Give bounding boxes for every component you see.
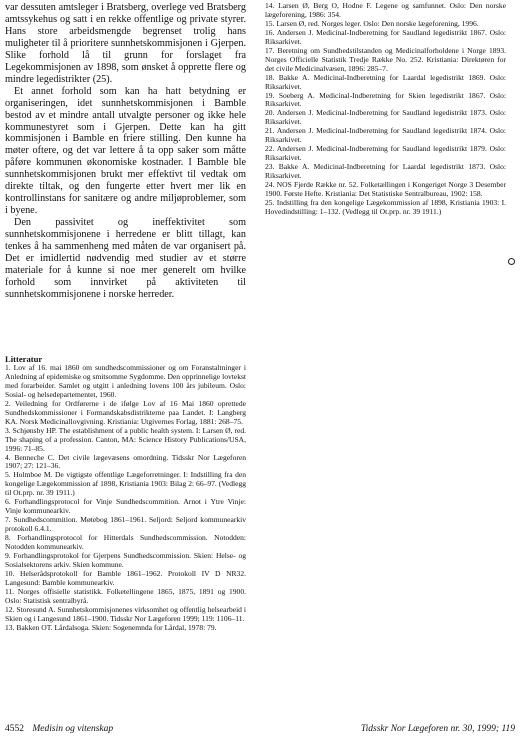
page-footer [5, 724, 515, 734]
reference-item: 5. Holmboe M. De vigtigste offentlige Lægeforretninger. I: Indstilling fra den kongelige Lægekommission af 1898, Kristiania 1903: Bilag 2: 66–97. (Vedlegg til Ot.prp. nr. 39 1911.) [5, 470, 246, 498]
journal-citation: Tidsskr Nor Lægeforen nr. 30, 1999; 119 [360, 724, 515, 734]
section-name: Medisin og vitenskap [32, 724, 114, 734]
reference-item: 15. Larsen Ø, red. Norges leger. Oslo: Den norske lægeforening, 1996. [265, 18, 479, 28]
reference-item: 2. Veiledning for Ordførerne i de ifølge Lov af 16 Mai 1860 oprettede Sundhedskommissioner i Formandskabsdistrikterne paa Landet. I: Langberg KA. Norsk Medicinallovgivning. Kristiania: Utgivernes Forlag, 1881: 268–75. [5, 398, 246, 426]
body-text-column [5, 2, 246, 301]
reference-item: 14. Larsen Ø, Berg O, Hodne F. Legene og samfunnet. Oslo: Den norske lægeforening, 1986: 354. [265, 1, 506, 19]
reference-item: 1. Lov af 16. mai 1860 om sundhedscommissioner og om Foranstaltninger i Anledning af epidemiske og smitsomme Sygdomme. Den opprinnelige lovtekst med forarbeider. Samlet og utgitt i anledning lovens 100 års jubileum. Oslo: Sosial- og helsedepartementet, 1960. [5, 363, 246, 399]
reference-item: 3. Schjønsby HP. The establishment of a public health system. I: Larsen Ø, red. The shaping of a profession. Canton, MA: Science History Publications/USA, 1996: 71–85. [5, 425, 246, 453]
reference-item: 20. Andersen J. Medicinal-Indberetning for Saudland legedistrikt 1873. Oslo: Riksarkivet. [265, 108, 506, 127]
reference-item: 19. Soeberg A. Medicinal-Indberetning for Skien legedistrikt 1867. Oslo: Riksarkivet. [265, 90, 506, 109]
reference-list-right [265, 2, 506, 217]
references-heading: Litteratur [5, 354, 43, 364]
reference-item: 17. Beretning om Sundhedstilstanden og Medicinalforholdene i Norge 1893. Norges Officielle Statistik Tredje Række No. 252. Kristiania: Direktøren for det civile Medicinalvæsen, 1896: 285–7. [265, 45, 506, 73]
reference-item: 22. Andersen J. Medicinal-Indberetning for Saudland legedistrikt 1879. Oslo: Riksarkivet. [265, 144, 506, 163]
reference-item: 16. Andersen J. Medicinal-Indberetning for Saudland legedistrikt 1867. Oslo: Riksarkivet. [265, 27, 506, 46]
page-number: 4552 [5, 724, 24, 734]
reference-item: 23. Bakke A. Medicinal-Indberetning for Laardal legedistrikt 1873. Oslo: Riksarkivet. [265, 162, 506, 181]
reference-item: 21. Andersen J. Medicinal-Indberetning for Saudland legedistrikt 1874. Oslo: Riksarkivet. [265, 126, 506, 145]
reference-item: 8. Forhandlingsprotocol for Hitterdals Sundhedscommission. Notodden: Notodden kommunearkiv. [5, 533, 246, 552]
body-paragraph: var dessuten amtsleger i Bratsberg, overlege ved Bratsberg amtssykehus og satt i en rekke offentlige og private styrer. Hans store arbeidsmengde begrenset trolig hans muligheter til å prioritere sunnhetskommisjonen i Gjerpen. Slike forhold lå til grunn for forslaget fra Legekommisjonen av 1898, som ønsket å opprette flere og mindre legedistrikter (25). [5, 2, 246, 85]
reference-item: 24. NOS Fjerde Række nr. 52. Folketællingen i Kongeriget Norge 3 Desember 1900. Første Hefte. Kristiania: Det Statistiske Sentralbureau, 1902: 158. [265, 180, 506, 199]
reference-item: 25. Indstilling fra den kongelige Lægekommission af 1898, Kristiania 1903: I. Hovedindstilling: 1–132. (Vedlegg til Ot.prp. nr. 39 1911.) [265, 197, 506, 216]
reference-item: 13. Bakken OT. Lårdalsoga. Skien: Sogenemnda for Lårdal, 1978: 79. [5, 622, 217, 632]
reference-item: 9. Forhandlingsprotokol for Gjerpens Sundhedscommission. Skien: Helse- og Sosialsektorens arkiv. Skien kommune. [5, 551, 246, 569]
reference-item: 11. Norges offisielle statistikk. Folketellingene 1865, 1875, 1891 og 1900. Oslo: Statistisk sentralbyrå. [5, 586, 246, 605]
body-paragraph: Den passivitet og ineffektivitet som sunnhetskommisjonene i herredene er blitt tillagt, kan tenkes å ha sammenheng med måten de var organisert på. Det er imidlertid nødvendig med studier av et større materiale for å kunne si noe mer generelt om hvilke forhold som innvirket på aktiviteten til sunnhetskommisjonene i norske herreder. [5, 217, 246, 300]
reference-list-left [5, 354, 246, 633]
reference-item: 18. Bakke A. Medicinal-Indberetning for Laardal legedistrikt 1869. Oslo: Riksarkivet. [265, 72, 506, 91]
reference-item: 7. Sundhedscommition. Møtebog 1861–1961. Seljord: Seljord kommunearkiv protokoll 6.4.1. [5, 515, 246, 534]
reference-item: 12. Storesund A. Sunnhetskommisjonenes virksomhet og offentlig helsearbeid i Skien og i Langesund 1861–1900. Tidsskr Nor Lægeforen 1999; 119: 1106–11. [5, 604, 246, 623]
reference-item: 4. Benneche C. Det civile lægevæsens omordning. Tidsskr Nor Lægeforen 1907; 27: 121–36. [5, 452, 246, 471]
reference-item: 6. Forhandlingsprotocol for Vinje Sundhedscommition. Arnot i Ytre Vinje: Vinje kommunearkiv. [5, 497, 246, 516]
reference-item: 10. Helserådsprotokoll for Bamble 1861–1962. Protokoll IV D NR32. Langesund: Bamble kommunearkiv. [5, 568, 246, 587]
end-of-article-icon [508, 258, 515, 265]
body-paragraph: Et annet forhold som kan ha hatt betydning er organiseringen, idet sunnhetskommisjonen i Bamble bestod av et mindre antall utvalgte personer og ikke hele kommunestyret som i Gjerpen. Dette kan ha gitt kommisjonen i Bamble en friere stilling. Den kunne ha møter oftere, og det var lettere å ta opp saker som måtte påføre kommunen økonomiske kostnader. I Bamble ble sunnhetskommisjonen brukt mer effektivt til vedtak om direkte tiltak, og den fungerte etter hvert mer lik en kontrollinstans for sanitære og andre miljøproblemer, som i byene. [5, 85, 246, 217]
